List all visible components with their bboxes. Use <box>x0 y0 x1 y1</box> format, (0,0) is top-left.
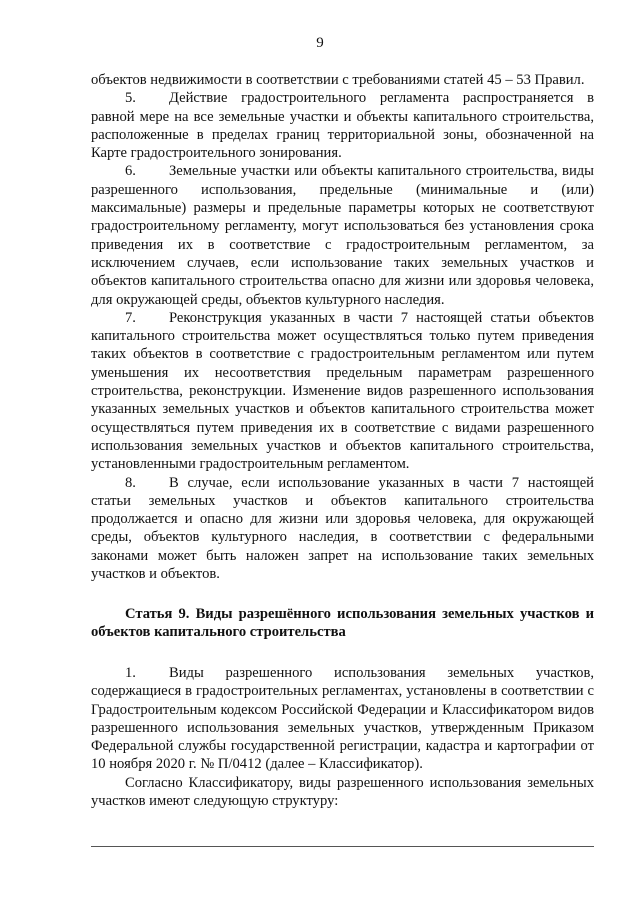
closing-paragraph: Согласно Классификатору, виды разрешенного использования земельных участков имеют следующую структуру: <box>91 774 594 810</box>
body-text <box>91 71 594 583</box>
numbered-paragraph <box>91 89 594 162</box>
paragraph-number: 7. <box>125 309 136 326</box>
numbered-paragraph <box>91 664 594 774</box>
article-body <box>91 664 594 810</box>
footer-divider <box>91 846 594 847</box>
numbered-paragraph <box>91 162 594 308</box>
paragraph-text: Виды разрешенного использования земельных участков, содержащиеся в градостроительных регламентах, установлены в соответствии с Градостроительным кодексом Российской Федерации и Классификатором видов разрешенного использования земельных участков, утвержденным Приказом Федеральной службы государственной регистрации, кадастра и картографии от 10 ноября 2020 г. № П/0412 (далее – Классификатор). <box>91 665 594 773</box>
paragraph-number: 8. <box>125 474 136 491</box>
numbered-paragraph <box>91 474 594 584</box>
page-number: 9 <box>316 35 324 51</box>
paragraph-text: Реконструкция указанных в части 7 настоящей статьи объектов капитального строительства может осуществляться только путем приведения таких объектов в соответствие с градостроительным регламентом или путем уменьшения их несоответствия предельным параметрам разрешенного строительства, реконструкции. Изменение видов разрешенного использования указанных земельных участков и объектов капитального строительства может осуществляться путем приведения их в соответствие с видами разрешенного использования земельных участков и объектов капитального строительства, установленными градостроительным регламентом. <box>91 309 594 473</box>
paragraph-text: Действие градостроительного регламента распространяется в равной мере на все земельные участки и объекты капитального строительства, расположенные в пределах границ территориальной зоны, обозначенной на Карте градостроительного зонирования. <box>91 90 594 162</box>
paragraph-number: 6. <box>125 163 136 180</box>
article-heading: Статья 9. Виды разрешённого использования земельных участков и объектов капитального строительства <box>91 606 594 641</box>
paragraph-number: 1. <box>125 665 136 681</box>
continuation-paragraph: объектов недвижимости в соответствии с требованиями статей 45 – 53 Правил. <box>91 72 585 88</box>
paragraph-text: В случае, если использование указанных в части 7 настоящей статьи земельных участков и объектов капитального строительства продолжается и опасно для жизни или здоровья человека, для окружающей среды, объектов культурного наследия, в соответствии с федеральными законами может быть наложен запрет на использование таких земельных участков и объектов. <box>91 474 594 583</box>
numbered-paragraph <box>91 309 594 474</box>
paragraph-number: 5. <box>125 90 136 107</box>
paragraph-text: Земельные участки или объекты капитального строительства, виды разрешенного использования, предельные (минимальные и (или) максимальные) размеры и предельные параметры которых не соответствуют градостроительному регламенту, могут использоваться без установления срока приведения их в соответствие с градостроительным регламентом, за исключением случаев, если использование таких земельных участков и объектов капитального строительства опасно для жизни или здоровья человека, для окружающей среды, объектов культурного наследия. <box>91 163 594 308</box>
